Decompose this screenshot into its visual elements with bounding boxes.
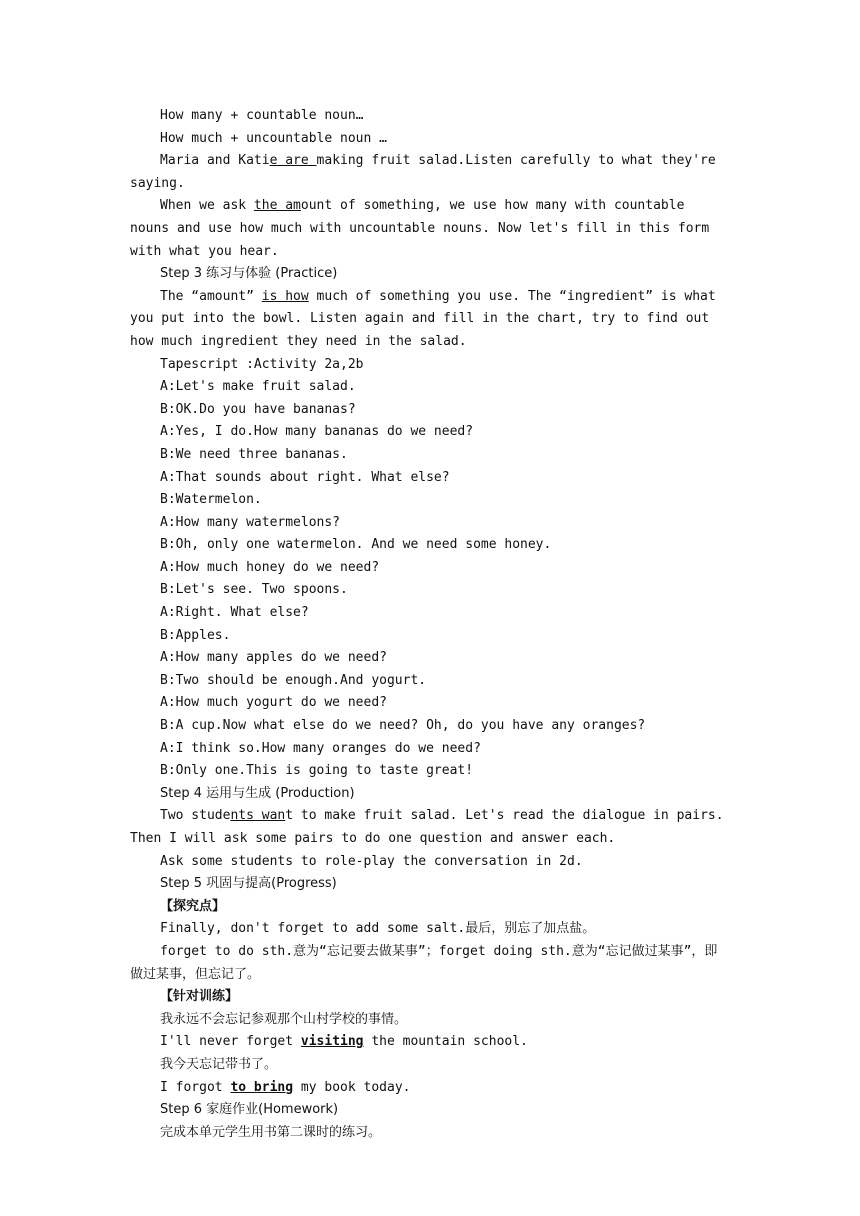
paragraph-amount [130,195,730,263]
paragraph-roleplay: Ask some students to role-play the conversation in 2d. [160,853,583,869]
dialogue-line: B:Only one.This is going to taste great! [160,763,474,779]
paragraph-ingredient [130,286,730,354]
step3-heading: Step 3 练习与体验 (Practice) [160,266,338,282]
paragraph-listen [130,150,730,195]
answer-blank: to bring [230,1079,294,1095]
dialogue-line: B:We need three bananas. [160,446,348,462]
underlined-segment: is how [261,288,309,304]
dialogue-line: A:How much yogurt do we need? [160,695,387,711]
underlined-segment: the am [253,198,301,214]
text-segment: The “amount” [160,288,262,304]
step5-heading: Step 5 巩固与提高(Progress) [160,876,337,892]
step4-heading: Step 4 运用与生成 (Production) [160,785,355,801]
dialogue-line: A:How many watermelons? [160,514,341,530]
grammar-rule-much: How much + uncountable noun … [160,130,387,146]
paragraph-pairs [130,805,730,850]
text-segment: ount of something, we use how many with countable nouns and use how much with uncountable nouns. Now let's fill in this form with what you hear. [130,198,710,259]
answer-blank: visiting [300,1034,364,1050]
dialogue-line: A:Let's make fruit salad. [160,379,356,395]
step6-heading: Step 6 家庭作业(Homework) [160,1102,339,1118]
document-body [130,105,730,1144]
text-segment: Two stude [160,808,231,824]
dialogue-line: A:That sounds about right. What else? [160,469,450,485]
dialogue-line: A:How much honey do we need? [160,559,380,575]
text-segment: I'll never forget [160,1034,301,1050]
text-segment: t to make fruit salad. Let's read the dialogue in pairs. Then I will ask some pairs to do one question and answer each. [130,808,724,846]
explore-heading: 【探究点】 [160,898,226,914]
tapescript-label: Tapescript :Activity 2a,2b [160,356,364,372]
dialogue-line: A:How many apples do we need? [160,650,387,666]
text-segment: When we ask [160,198,254,214]
underlined-segment: nts wan [230,808,286,824]
practice-heading: 【针对训练】 [160,989,239,1005]
explore-example: Finally, don't forget to add some salt.最后，别忘了加点盐。 [160,921,596,937]
underlined-segment: e are [269,153,317,169]
dialogue-line: B:Let's see. Two spoons. [160,582,348,598]
dialogue-line: B:Oh, only one watermelon. And we need some honey. [160,537,552,553]
text-segment: my book today. [293,1079,411,1095]
practice-cn-2: 我今天忘记带书了。 [160,1056,278,1072]
text-segment: Maria and Kati [160,153,270,169]
grammar-rule-many: How many + countable noun… [160,108,364,123]
homework-text: 完成本单元学生用书第二课时的练习。 [160,1124,382,1140]
dialogue [130,376,730,783]
dialogue-line: B:Watermelon. [160,492,262,508]
text-segment: the mountain school. [363,1034,528,1050]
dialogue-line: B:OK.Do you have bananas? [160,401,356,417]
practice-en-1 [130,1031,730,1054]
text-segment: much of something you use. The “ingredient” is what you put into the bowl. Listen again and fill in the chart, try to find out how much ingredient they need in the salad. [130,288,716,349]
practice-cn-1: 我永远不会忘记参观那个山村学校的事情。 [160,1011,408,1027]
text-segment: making fruit salad.Listen carefully to what they're saying. [130,153,716,191]
explore-explanation: forget to do sth.意为“忘记要去做某事”；forget doing sth.意为“忘记做过某事”，即做过某事，但忘记了。 [130,943,718,982]
text-segment: I forgot [160,1079,231,1095]
dialogue-line: B:Two should be enough.And yogurt. [160,672,427,688]
dialogue-line: A:Right. What else? [160,605,309,621]
practice-en-2 [130,1077,730,1100]
dialogue-line: B:A cup.Now what else do we need? Oh, do you have any oranges? [160,718,646,734]
dialogue-line: B:Apples. [160,627,231,643]
dialogue-line: A:I think so.How many oranges do we need? [160,740,481,756]
dialogue-line: A:Yes, I do.How many bananas do we need? [160,424,474,440]
